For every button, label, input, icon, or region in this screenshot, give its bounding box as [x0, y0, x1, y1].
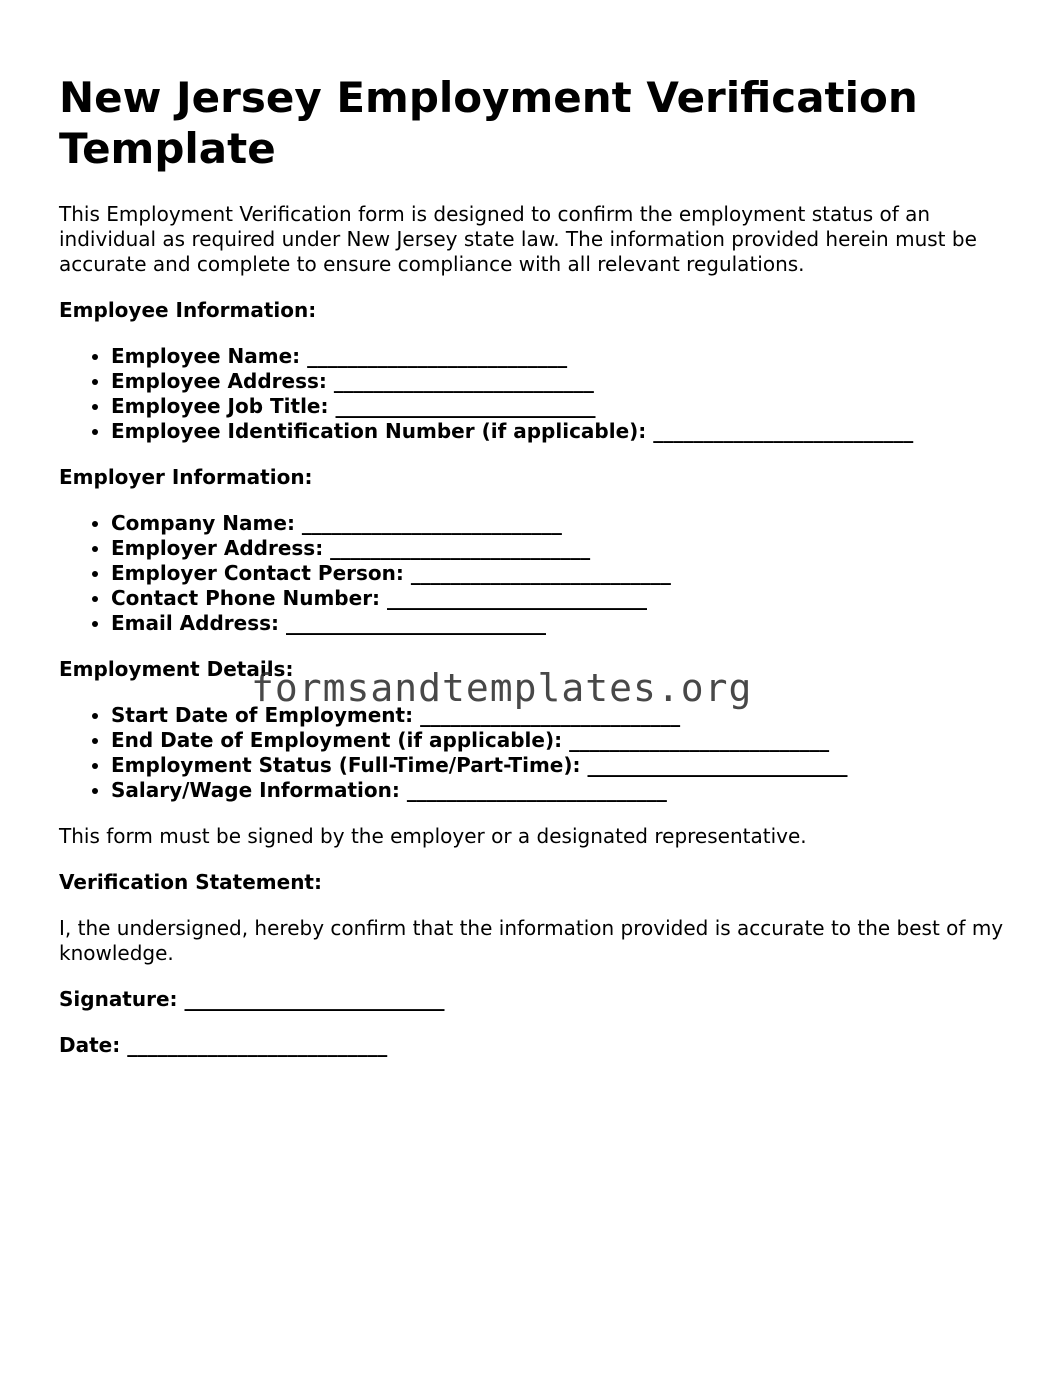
blank-line: __________________________: [301, 511, 562, 535]
employment-section-heading: Employment Details:: [59, 657, 294, 681]
blank-line: __________________________: [286, 611, 546, 635]
start-date-field[interactable]: • Start Date of Employment: __________________________: [111, 703, 1019, 728]
blank-line: __________________________: [587, 753, 848, 777]
document-page: [59, 72, 1019, 1079]
salary-wage-field[interactable]: • Salary/Wage Information: __________________________: [111, 778, 1019, 803]
sign-note: This form must be signed by the employer or a designated representative.: [59, 824, 807, 848]
employee-fields-list: [59, 344, 1019, 444]
contact-phone-field[interactable]: • Contact Phone Number: __________________________: [111, 586, 1019, 611]
blank-line: __________________________: [410, 561, 671, 585]
verification-text: I, the undersigned, hereby confirm that the information provided is accurate to the best of my knowledge.: [59, 916, 1004, 965]
blank-line: __________________________: [330, 536, 591, 560]
blank-line: __________________________: [569, 728, 830, 752]
employer-fields-list: [59, 511, 1019, 636]
employee-id-number-field[interactable]: • Employee Identification Number (if applicable): __________________________: [111, 419, 1019, 444]
blank-line: __________________________: [127, 1033, 388, 1057]
email-address-field[interactable]: • Email Address: __________________________: [111, 611, 1019, 636]
employer-contact-person-field[interactable]: • Employer Contact Person: __________________________: [111, 561, 1019, 586]
date-field[interactable]: Date: __________________________: [59, 1033, 388, 1057]
employee-section-heading: Employee Information:: [59, 298, 317, 322]
blank-line: __________________________: [333, 369, 594, 393]
blank-line: __________________________: [406, 778, 667, 802]
employer-section-heading: Employer Information:: [59, 465, 313, 489]
intro-paragraph: This Employment Verification form is designed to confirm the employment status of an individual as required under New Jersey state law. The information provided herein must be accurate and complete to ensure compliance with all relevant regulations.: [59, 202, 977, 276]
end-date-field[interactable]: • End Date of Employment (if applicable): __________________________: [111, 728, 1019, 753]
blank-line: __________________________: [184, 987, 445, 1011]
blank-line: __________________________: [653, 419, 914, 443]
company-name-field[interactable]: • Company Name: __________________________: [111, 511, 1019, 536]
employment-fields-list: [59, 703, 1019, 803]
blank-line: __________________________: [420, 703, 681, 727]
employee-job-title-field[interactable]: • Employee Job Title: __________________________: [111, 394, 1019, 419]
employee-name-field[interactable]: • Employee Name: __________________________: [111, 344, 1019, 369]
page-title: New Jersey Employment Verification Template: [59, 73, 918, 173]
watermark-text: formsandtemplates.org: [251, 666, 753, 710]
verification-heading: Verification Statement:: [59, 870, 322, 894]
blank-line: __________________________: [335, 394, 596, 418]
blank-line: __________________________: [307, 344, 568, 368]
signature-field[interactable]: Signature: __________________________: [59, 987, 445, 1011]
employment-status-field[interactable]: • Employment Status (Full-Time/Part-Time): __________________________: [111, 753, 1019, 778]
blank-line: __________________________: [387, 586, 648, 610]
employer-address-field[interactable]: • Employer Address: __________________________: [111, 536, 1019, 561]
employee-address-field[interactable]: • Employee Address: __________________________: [111, 369, 1019, 394]
